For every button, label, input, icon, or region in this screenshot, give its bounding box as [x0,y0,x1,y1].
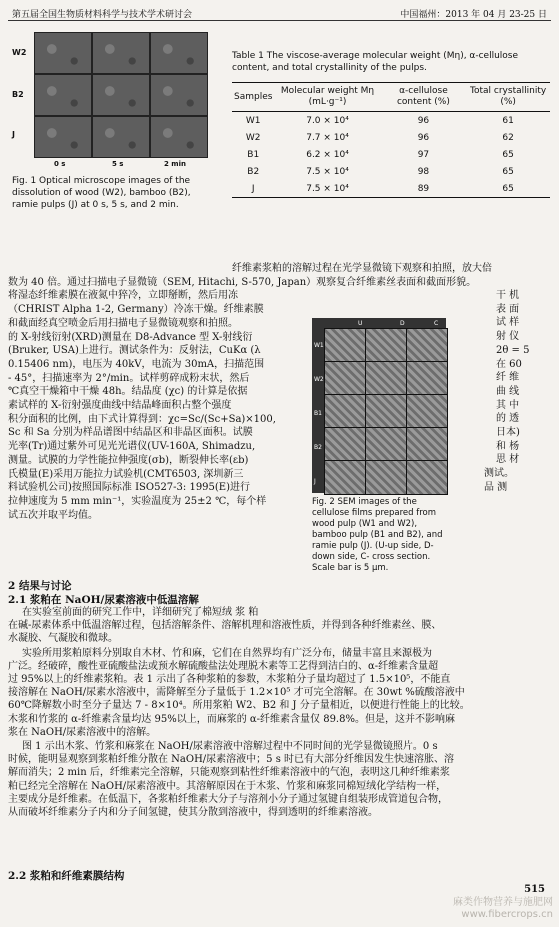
sem-image [365,460,407,495]
body-text-fragment: 测试。 [484,468,514,480]
table-cell: 7.5 × 10⁴ [306,166,349,177]
body-text-fragment: 曲 线 [496,385,520,397]
table-cell: 96 [417,115,430,126]
figure-2 [312,318,446,493]
fig1-row-label: W2 [12,48,27,57]
paragraph-line: 在碱-尿素体系中低温溶解过程，包括溶解条件、溶解机理和溶液性质，并得到各种纤维素丝、膜、 [8,620,442,632]
body-text-fragment: 的 透 [496,413,520,425]
sem-image [406,460,448,495]
fig1-row-label: J [12,130,15,139]
body-text-fragment: 2θ = 5 [496,344,530,356]
body-text-fragment: 干 机 [496,290,520,301]
body-text-line: 数为 40 倍。通过扫描电子显微镜（SEM, Hitachi, S-570, Japan）观察复合纤维素丝表面和截面形貌。 [8,276,477,288]
paragraph-line: 在实验室前面的研究工作中，详细研究了棉短绒 浆 粕 [22,607,259,618]
fig2-row-label: W1 [314,342,324,349]
fig1-col-label: 0 s [54,160,66,168]
body-text-line: 素试样的 X-衍射强度曲线中结晶峰面积占整个强度 [8,400,232,411]
table-1-caption: Table 1 The viscose-average molecular weight (Mη), α-cellulose content, and total crystallinity of the pulps. [232,51,519,73]
subsection-heading: 2.2 浆粕和纤维素膜结构 [8,870,125,882]
section-heading: 2 结果与讨论 [8,580,72,592]
body-text-fragment: 射 仪 [496,331,520,343]
micrograph [150,116,208,158]
table-cell: 62 [502,132,514,143]
table-cell: 6.2 × 10⁴ [306,149,349,160]
body-text-fragment: 在 60 [496,358,522,370]
paragraph-line: 接溶解在 NaOH/尿素水溶液中，需降解至分子量低于 1.2×10⁵ 才可完全溶解。在 30wt %硫酸溶液中 [8,687,465,699]
running-header [8,6,551,21]
table-header: Samples [232,83,274,112]
body-text-line: 积分面积的比例，由下式计算得到：χc=Sc/(Sc+Sa)×100, [8,413,276,425]
body-text-line: 测量。试膜的力学性能拉伸强度(σb)，断裂伸长率(εb) [8,454,249,466]
paragraph-line: 时候，能明显观察到浆粕纤维分散在 NaOH/尿素溶液中；5 s 时已有大部分纤维因发生快速溶胀、溶 [8,754,455,766]
page-number: 515 [524,884,545,895]
sem-image [365,361,407,396]
table-cell: 7.5 × 10⁴ [274,180,380,198]
table-cell: 98 [417,166,430,177]
micrograph [34,74,92,116]
sem-image [406,361,448,396]
fig2-row-label: W2 [314,376,324,383]
table-cell: 97 [417,149,430,160]
body-text-line: 料试验机公司)按照国际标准 ISO527-3: 1995(E)进行 [8,482,251,494]
table-cell: 89 [381,180,467,198]
body-text-line: 和截面经真空喷金后用扫描电子显微镜观察和拍照。 [8,317,238,329]
paragraph-line: 实验所用浆粕原料分别取自木材、竹和麻，它们在自然界均有广泛分布，储量丰富且来源极为 [22,647,432,659]
body-text-line: 将湿态纤维素膜在液氮中猝冷，立即掰断，然后用冻 [8,290,238,302]
table-cell: W1 [245,115,261,126]
body-text-line: 试五次并取平均值。 [8,509,98,521]
table-row [232,112,550,130]
fig2-col-label: U [358,320,363,327]
table-header: α-cellulose content (%) [381,83,467,112]
sem-image [324,394,366,429]
body-text-line: (Bruker, USA)上进行。测试条件为：反射法，CuKα (λ [8,345,261,357]
table-cell: 96 [417,132,430,143]
paragraph-line: 主要成分是纤维素。在低温下，各浆粕纤维素大分子与溶剂小分子通过氢键自组装形成管道包合物， [8,793,448,805]
fig2-col-label: C [434,320,439,327]
table-cell: 65 [502,149,514,160]
table-cell: W2 [245,132,261,143]
sem-image [365,427,407,462]
watermark-line: 麻类作物营养与施肥网 [453,897,553,908]
sem-image [406,394,448,429]
body-text-line: 拉伸速度为 5 mm min⁻¹，实验温度为 25±2 ℃，每个样 [8,495,267,507]
body-text-fragment: 品 测 [484,481,508,493]
body-text-line: 氏模量(E)采用万能拉力试验机(CMT6503, 深圳新三 [8,468,244,480]
micrograph [34,116,92,158]
table-cell: 65 [466,180,550,198]
table-row [232,129,550,146]
paragraph-line: 水凝胶、气凝胶和微球。 [8,633,118,645]
body-text-fragment: 纤 维 [496,372,520,384]
paragraph-line: 粕已经完全溶解在 NaOH/尿素溶液中。其溶解原因在于木浆、竹浆和麻浆同棉短绒化学结构一样， [8,780,447,792]
micrograph [150,32,208,74]
body-text-fragment: 其 中 [496,399,520,411]
paragraph-line: 浆在 NaOH/尿素溶液中的溶解。 [8,726,157,738]
fig2-row-label: B1 [314,410,322,417]
body-text-line: （CHRIST Alpha 1-2, Germany）冷冻干燥。纤维素膜 [8,304,264,316]
paragraph-line: 图 1 示出木浆、竹浆和麻浆在 NaOH/尿素溶液中溶解过程中不同时间的光学显微镜照片。0 s [22,741,438,752]
table-row [232,163,550,180]
table-cell: B2 [247,166,260,177]
table-cell: B1 [247,149,260,160]
fig2-row-label: B2 [314,444,322,451]
header-right: 中国福州：2013 年 04 月 23-25 日 [400,10,547,20]
body-text-line: 的 X-射线衍射(XRD)测量在 D8-Advance 型 X-射线衍 [8,331,253,343]
sem-image [324,361,366,396]
watermark-line: www.fibercrops.cn [461,909,553,920]
figure-1 [12,30,212,170]
table-cell: 65 [502,166,514,177]
sem-image [365,394,407,429]
paragraph-line: 60℃降解数小时至分子量达 7 - 8×10⁴。所用浆粕 W2、B2 和 J 分子量相近，以便进行性能上的比较。 [8,700,470,712]
body-text-line: 纤维素浆粕的溶解过程在光学显微镜下观察和拍照，放大倍 [232,263,492,274]
table-cell: 7.0 × 10⁴ [306,115,349,126]
fig1-row-label: B2 [12,90,24,99]
paragraph-line: 木浆和竹浆的 α-纤维素含量均达 95%以上，而麻浆的 α-纤维素含量仅 89.8%。但是，这并不影响麻 [8,713,455,725]
sem-image [324,328,366,363]
fig2-col-label: D [400,320,405,327]
table-cell: J [232,180,274,198]
sem-image [365,328,407,363]
micrograph [92,32,150,74]
body-text-fragment: 思 材 [496,454,520,466]
fig2-row-label: J [314,478,316,485]
table-cell: 7.7 × 10⁴ [306,132,349,143]
paragraph-line: 解而消失；2 min 后，纤维素完全溶解，只能观察到粘性纤维素溶液中的气泡，表明这几种纤维素浆 [8,767,450,779]
body-text-fragment: 表 面 [496,303,520,315]
micrograph [34,32,92,74]
sem-image [324,460,366,495]
table-row [232,146,550,163]
subsection-heading: 2.1 浆粕在 NaOH/尿素溶液中低温溶解 [8,594,199,606]
sem-image [406,328,448,363]
header-left: 第五届全国生物质材料科学与技术学术研讨会 [12,10,193,20]
fig1-col-label: 2 min [164,160,186,168]
paragraph-line: 过 95%以上的纤维素浆粕。表 1 示出了各种浆粕的参数，木浆粕分子量均超过了 1.5×10⁵，不能直 [8,674,451,685]
micrograph [92,116,150,158]
figure-2-caption: Fig. 2 SEM images of the cellulose films prepared from wood pulp (W1 and W2), bamboo pulp (B1 and B2), and ramie pulp (J). (U-up side, D- down side, C- cross section. Scale bar is 5 μm. [312,497,443,573]
table-cell: 61 [502,115,514,126]
table-row [232,180,550,198]
body-text-line: ℃真空干燥箱中干燥 48h。结晶度 (χc) 的计算是依据 [8,386,248,398]
paragraph-line: 广泛。经破碎，酸性亚硫酸盐法或预水解硫酸盐法处理脱木素等工艺得到洁白的、α-纤维素含量超 [8,660,439,672]
fig1-col-label: 5 s [112,160,124,168]
sem-image [406,427,448,462]
body-text-fragment: 和 杨 [496,440,520,452]
watermark [453,897,553,921]
paragraph-line: 从而破坏纤维素分子内和分子间氢键，使其分散到溶液中，得到透明的纤维素溶液。 [8,807,378,818]
body-text-line: 0.15406 nm)，电压为 40kV，电流为 30mA，扫描范围 [8,358,265,370]
body-text-fragment: 试 样 [496,317,520,329]
figure-1-caption: Fig. 1 Optical microscope images of the dissolution of wood (W2), bamboo (B2), ramie pulps (J) at 0 s, 5 s, and 2 min. [12,176,191,210]
table-header: Molecular weight Mη (mL·g⁻¹) [274,83,380,112]
body-text-line: 光率(Tr)通过紫外可见光光谱仪(UV-160A, Shimadzu, [8,441,256,453]
table-1 [232,82,550,198]
table-header: Total crystallinity (%) [466,83,550,112]
body-text-line: Sc 和 Sa 分别为样品谱图中结晶区和非晶区面积。试膜 [8,427,253,439]
body-text-fragment: 日本) [496,427,520,438]
sem-image [324,427,366,462]
micrograph [92,74,150,116]
body-text-line: - 45°，扫描速率为 2°/min。试样剪碎成粉末状，然后 [8,372,250,384]
micrograph [150,74,208,116]
